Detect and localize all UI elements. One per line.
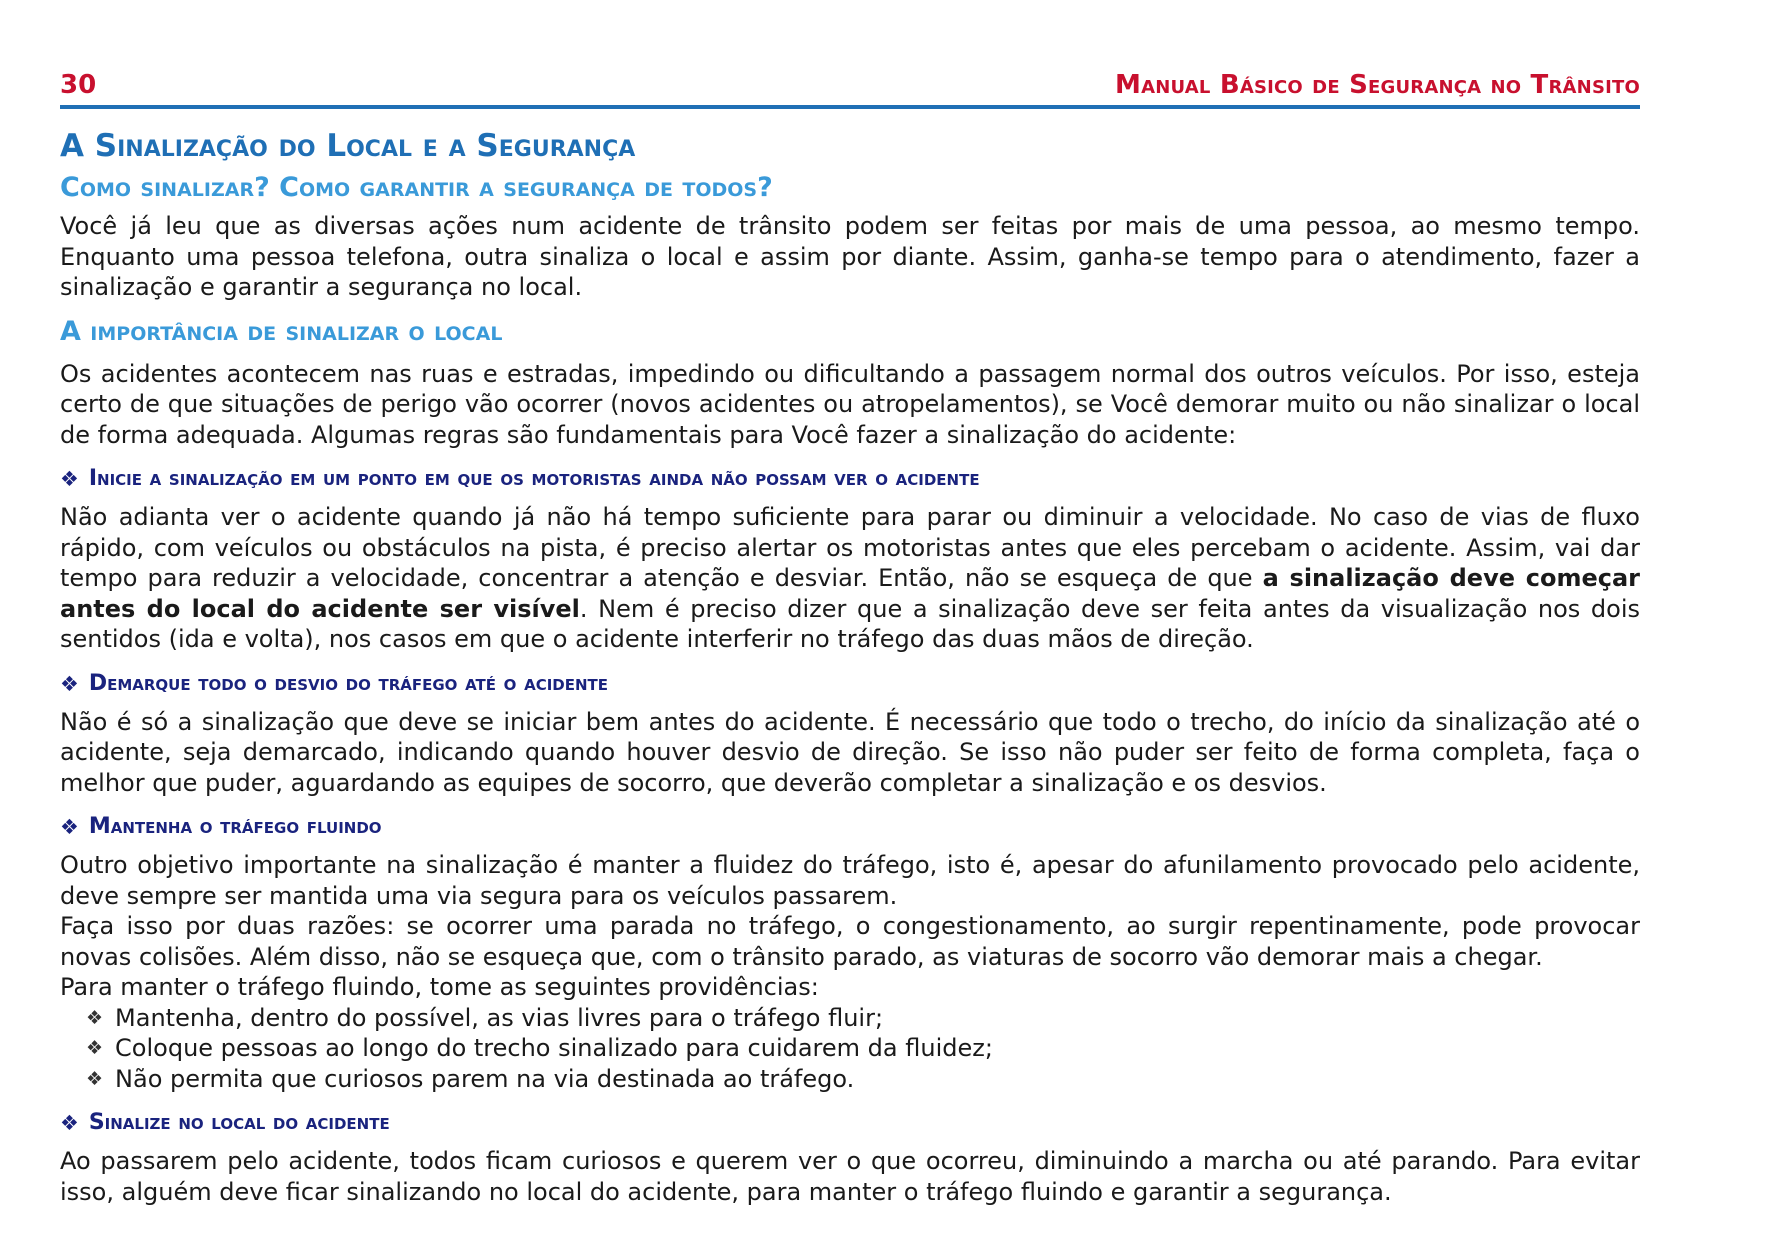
paragraph: Outro objetivo importante na sinalização é manter a fluidez do tráfego, isto é, apesar do afunilamento provocado pelo acidente, deve sempre ser mantida uma via segura para os veículos passarem.: [60, 851, 1640, 910]
rule-heading-demarque: [60, 669, 1640, 699]
paragraph: Faça isso por duas razões: se ocorrer uma parada no tráfego, o congestionamento, ao surgir repentinamente, pode provocar novas colisões. Além disso, não se esqueça que, com o trânsito parado, as viaturas de socorro vão demorar mais a chegar.: [60, 912, 1640, 971]
four-diamond-bullet-icon: ❖: [86, 1067, 104, 1090]
four-diamond-bullet-icon: ❖: [60, 671, 79, 696]
list-item-text: Mantenha, dentro do possível, as vias livres para o tráfego fluir;: [115, 1003, 884, 1032]
four-diamond-bullet-icon: ❖: [60, 1111, 79, 1135]
rule-heading-mantenha: [60, 812, 1640, 842]
section-heading-como-sinalizar: Como sinalizar? Como garantir a segurança de todos?: [60, 172, 773, 203]
paragraph: Você já leu que as diversas ações num acidente de trânsito podem ser feitas por mais de uma pessoa, ao mesmo tempo. Enquanto uma pessoa telefona, outra sinaliza o local e assim por diante. Assim, ganha-se tempo para o atendimento, fazer a sinalização e garantir a segurança no local.: [60, 212, 1640, 301]
four-diamond-bullet-icon: ❖: [86, 1037, 104, 1059]
emphasis-text: a sinalização deve começar antes do local do acidente ser visível: [60, 564, 1641, 623]
four-diamond-bullet-icon: ❖: [60, 815, 79, 839]
four-diamond-bullet-icon: ❖: [60, 467, 79, 491]
rule-heading-text: Inicie a sinalização em um ponto em que os motoristas ainda não possam ver o acidente: [88, 466, 980, 491]
section-heading-importancia: A importância de sinalizar o local: [60, 315, 503, 347]
rule-heading-inicie: [60, 464, 1640, 494]
page-number: 30: [60, 70, 97, 100]
rule-heading-text: Sinalize no local do acidente: [88, 1110, 390, 1135]
list-item: [86, 1003, 1640, 1034]
list-item: [86, 1033, 1640, 1064]
paragraph: Os acidentes acontecem nas ruas e estradas, impedindo ou dificultando a passagem normal dos outros veículos. Por isso, esteja certo de que situações de perigo vão ocorrer (novos acidentes ou atropelamentos), se Você demorar muito ou não sinalizar o local de forma adequada. Algumas regras são fundamentais para Você fazer a sinalização do acidente:: [60, 359, 1640, 449]
paragraph: Ao passarem pelo acidente, todos ficam curiosos e querem ver o que ocorreu, diminuindo a marcha ou até parando. Para evitar isso, alguém deve ficar sinalizando no local do acidente, para manter o tráfego fluindo e garantir a segurança.: [60, 1147, 1640, 1206]
page-header: [60, 60, 1640, 98]
paragraph: Não é só a sinalização que deve se iniciar bem antes do acidente. É necessário que todo o trecho, do início da sinalização até o acidente, seja demarcado, indicando quando houver desvio de direção. Se isso não puder ser feito de forma completa, faça o melhor que puder, aguardando as equipes de socorro, que deverão completar a sinalização e os desvios.: [60, 707, 1640, 797]
paragraph: [60, 502, 1640, 655]
rule-heading-sinalize: [60, 1108, 1640, 1138]
rule-heading-text: Mantenha o tráfego fluindo: [88, 814, 382, 839]
list-item-text: Coloque pessoas ao longo do trecho sinalizado para cuidarem da fluidez;: [115, 1034, 993, 1062]
rule-heading-text: Demarque todo o desvio do tráfego até o acidente: [88, 670, 609, 696]
header-rule: [60, 105, 1640, 109]
list-item: [86, 1064, 1640, 1095]
paragraph: Para manter o tráfego fluindo, tome as seguintes providências:: [60, 973, 819, 1001]
four-diamond-bullet-icon: ❖: [86, 1006, 104, 1029]
paragraph-text: . Nem é preciso dizer que a sinalização deve ser feita antes da visualização nos dois sentidos (ida e volta), nos casos em que o acidente interferir no tráfego das duas mãos de direção.: [60, 594, 1640, 653]
bullet-list: [60, 1003, 1640, 1095]
running-title: Manual Básico de Segurança no Trânsito: [1115, 70, 1640, 100]
page-title: A Sinalização do Local e a Segurança: [60, 128, 636, 164]
list-item-text: Não permita que curiosos parem na via destinada ao tráfego.: [115, 1064, 855, 1093]
page: [60, 60, 1640, 1207]
paragraph-text: Não adianta ver o acidente quando já não há tempo suficiente para parar ou diminuir a velocidade. No caso de vias de fluxo rápido, com veículos ou obstáculos na pista, é preciso alertar os motoristas antes que eles percebam o acidente. Assim, vai dar tempo para reduzir a velocidade, concentrar a atenção e desviar. Então, não se esqueça de que: [60, 503, 1640, 592]
